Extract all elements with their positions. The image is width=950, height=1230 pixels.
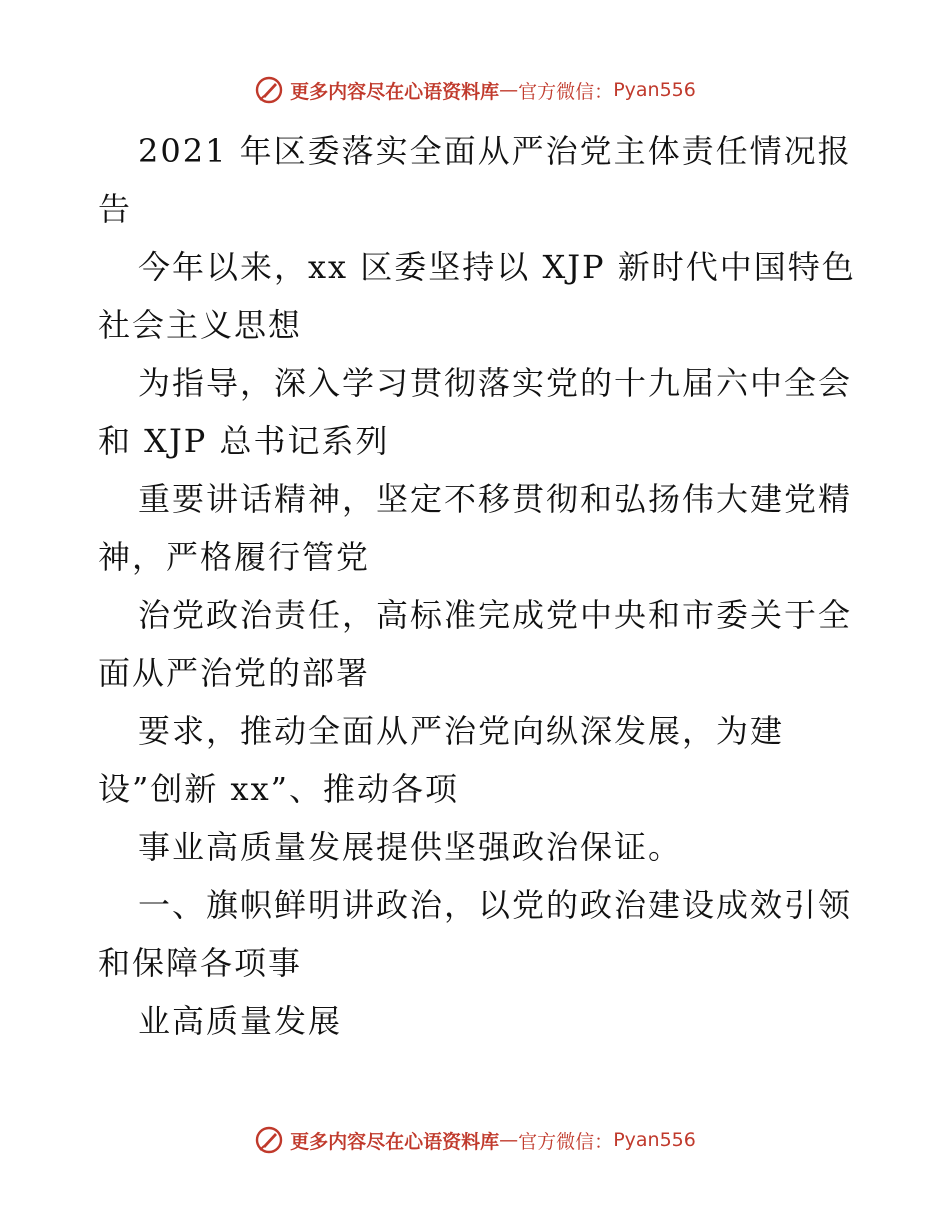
document-line: 重要讲话精神，坚定不移贯彻和弘扬伟大建党精 bbox=[138, 480, 853, 518]
watermark-label: 官方微信： bbox=[518, 1130, 614, 1153]
document-line: 面从严治党的部署 bbox=[98, 654, 371, 692]
document-line: 告 bbox=[98, 190, 133, 228]
document-line: 设”创新 xx”、推动各项 bbox=[98, 770, 459, 808]
quill-in-circle-icon bbox=[254, 1125, 284, 1155]
document-line: 为指导，深入学习贯彻落实党的十九届六中全会 bbox=[138, 364, 853, 402]
document-line: 一、旗帜鲜明讲政治，以党的政治建设成效引领 bbox=[138, 886, 853, 924]
document-body bbox=[98, 122, 858, 1050]
document-line: 今年以来，xx 区委坚持以 XJP 新时代中国特色 bbox=[138, 248, 856, 286]
footer-watermark bbox=[0, 1120, 950, 1160]
document-line: 神，严格履行管党 bbox=[98, 538, 371, 576]
document-line: 要求，推动全面从严治党向纵深发展，为建 bbox=[138, 712, 785, 750]
watermark-label: 官方微信： bbox=[518, 80, 614, 103]
document-line: 业高质量发展 bbox=[138, 1002, 343, 1040]
header-watermark bbox=[0, 70, 950, 110]
document-line: 治党政治责任，高标准完成党中央和市委关于全 bbox=[138, 596, 853, 634]
quill-in-circle-icon bbox=[254, 75, 284, 105]
watermark-dash: — bbox=[499, 79, 519, 101]
document-line: 和 XJP 总书记系列 bbox=[98, 422, 390, 460]
document-line: 2021 年区委落实全面从严治党主体责任情况报 bbox=[138, 132, 852, 170]
document-line: 社会主义思想 bbox=[98, 306, 303, 344]
document-line: 和保障各项事 bbox=[98, 944, 303, 982]
watermark-wechat-id: Pyan556 bbox=[613, 79, 696, 101]
document-line: 事业高质量发展提供坚强政治保证。 bbox=[138, 828, 683, 866]
watermark-main-text: 更多内容尽在心语资料库 bbox=[290, 1130, 500, 1153]
watermark-main-text: 更多内容尽在心语资料库 bbox=[290, 80, 500, 103]
watermark-wechat-id: Pyan556 bbox=[613, 1129, 696, 1151]
watermark-dash: — bbox=[499, 1129, 519, 1151]
